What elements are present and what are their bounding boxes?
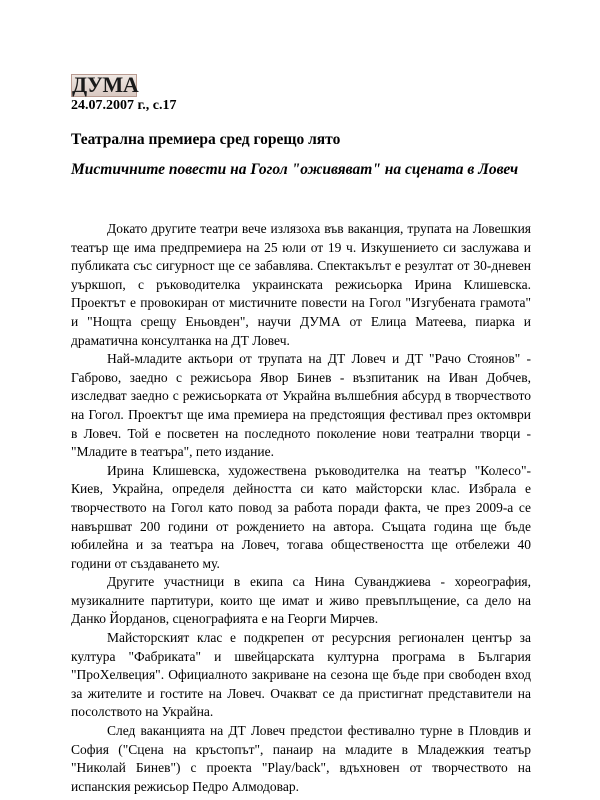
article-paragraph: След ваканцията на ДТ Ловеч предстои фестивално турне в Пловдив и София ("Сцена на кръстопът", панаир на младите в Младежкия театър "Николай Бинев") с проекта "Play/back", вдъхновен от творчеството на испанския режисьор Педро Алмодовар.	[71, 723, 531, 794]
publication-date: 24.07.2007 г., с.17	[71, 98, 177, 113]
article-paragraph: Майсторският клас е подкрепен от ресурсния регионален център за култура "Фабриката" и швейцарската културна програма в България "ПроХелвеция". Официалното закриване на сезона ще бъде при свободен вход за жителите и гостите на Ловеч. Очакват се да пристигнат представители на посолството на Украйна.	[71, 630, 531, 720]
article-subheadline: Мистичните повести на Гогол "оживяват" на сцената в Ловеч	[71, 161, 519, 178]
duma-logo	[71, 74, 137, 97]
article-paragraph: Докато другите театри вече излязоха във ваканция, трупата на Ловешкия театър ще има предпремиера на 25 юли от 19 ч. Изкушението си заслужава и публиката със сигурност ще се забавлява. Спектакълът е резултат от 30-дневен уъркшоп, с ръководителка украинската режисьорка Ирина Клишевска. Проектът е провокиран от мистичните повести на Гогол "Изгубената грамота" и "Нощта срещу Еньовден", научи ДУМА от Елица Матеева, пиарка и драматична консултанка на ДТ Ловеч.	[71, 221, 531, 348]
duma-logo-text: ДУМА	[72, 72, 139, 97]
article-body	[71, 220, 531, 796]
article-headline: Театрална премиера сред горещо лято	[71, 131, 341, 148]
article-paragraph: Другите участници в екипа са Нина Суванджиева - хореография, музикалните партитури, които ще имат и живо превъплъщение, са дело на Данко Йорданов, сценографията е на Георги Мирчев.	[71, 574, 531, 627]
article-paragraph: Най-младите актьори от трупата на ДТ Ловеч и ДТ "Рачо Стоянов" - Габрово, заедно с режисьора Явор Бинев - възпитаник на Иван Добчев, изследват заедно с режисьорката от Украйна вълшебния абсурд в творчеството на Гогол. Проектът ще има премиера на предстоящия фестивал през октомври в Ловеч. Той е посветен на последното поколение нови театрални творци - "Младите в театъра", пето издание.	[71, 351, 531, 460]
article-paragraph: Ирина Клишевска, художествена ръководителка на театър "Колесо"- Киев, Украйна, определя дейността си като майсторски клас. Избрала е творчеството на Гогол като повод за работа поради факта, че през 2009-а се навършват 200 години от рождението на автора. Същата година ще бъде юбилейна и за театъра на Ловеч, тогава обществеността ще отбележи 40 години от създаването му.	[71, 462, 531, 571]
